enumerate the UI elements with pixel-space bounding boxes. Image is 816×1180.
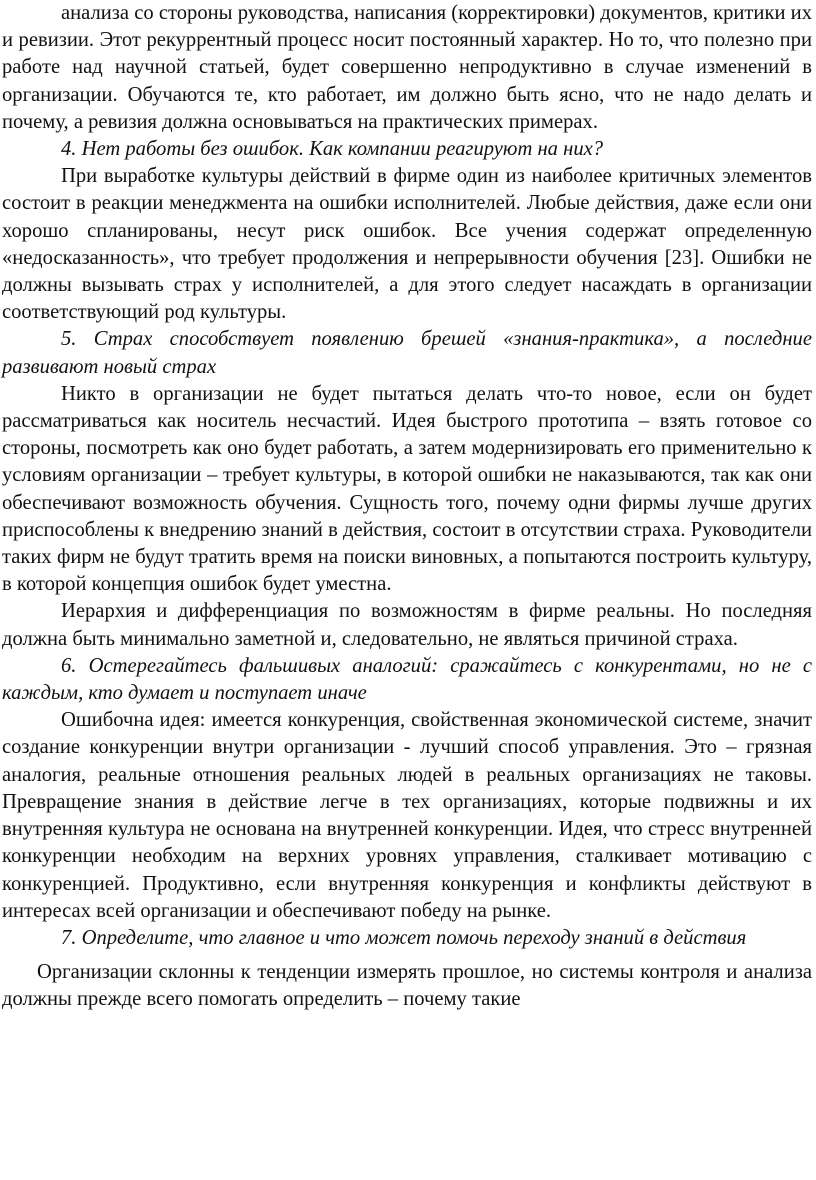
paragraph-intro: анализа со стороны руководства, написания (корректировки) документов, критики их и ревизии. Этот рекуррентный процесс носит постоянный характер. Но то, что полезно при работе над научной статьей, будет совершенно непродуктивно в случае изменений в организации. Обучаются те, кто работает, им должно быть ясно, что не надо делать и почему, а ревизия должна основываться на практических примерах. (2, 2, 812, 133)
heading-5: 5. Страх способствует появлению брешей «знания-практика», а последние развивают новый страх (2, 328, 812, 378)
paragraph-errors: При выработке культуры действий в фирме один из наиболее критичных элементов состоит в реакции менеджмента на ошибки исполнителей. Любые действия, даже если они хорошо спланированы, несут риск ошибок. Все учения содержат определенную «недосказанность», что требует продолжения и непрерывности обучения [23]. Ошибки не должны вызывать страх у исполнителей, а для этого следует насаждать в организации соответствующий род культуры. (2, 165, 812, 324)
paragraph-fear: Никто в организации не будет пытаться делать что-то новое, если он будет рассматриваться как носитель несчастий. Идея быстрого прототипа – взять готовое со стороны, посмотреть как оно будет работать, а затем модернизировать его применительно к условиям организации – требует культуры, в которой ошибки не наказываются, так как они обеспечивают возможность обучения. Сущность того, почему одни фирмы лучше других приспособлены к внедрению знаний в действия, состоит в отсутствии страха. Руководители таких фирм не будут тратить время на поиски виновных, а попытаются построить культуру, в которой концепция ошибок будет уместна. (2, 382, 812, 596)
document-page (2, 0, 812, 1014)
heading-7: 7. Определите, что главное и что может помочь переходу знаний в действия (61, 926, 747, 949)
heading-4: 4. Нет работы без ошибок. Как компании реагируют на них? (61, 138, 604, 161)
paragraph-hierarchy: Иерархия и дифференциация по возможностям в фирме реальны. Но последняя должна быть минимально заметной и, следовательно, не являться причиной страха. (2, 600, 812, 650)
heading-6: 6. Остерегайтесь фальшивых аналогий: сражайтесь с конкурентами, но не с каждым, кто думает и поступает иначе (2, 654, 812, 705)
paragraph-competition: Ошибочна идея: имеется конкуренция, свойственная экономической системе, значит создание конкуренции внутри организации - лучший способ управления. Это – грязная аналогия, реальные отношения реальных людей в реальных организациях не таковы. Превращение знания в действие легче в тех организациях, которые подвижны и их внутренняя культура не основана на внутренней конкуренции. Идея, что стресс внутренней конкуренции необходим на верхних уровнях управления, сталкивает мотивацию с конкуренцией. Продуктивно, если внутренняя конкуренция и конфликты действуют в интересах всей организации и обеспечивают победу на рынке. (2, 709, 812, 922)
paragraph-measure: Организации склонны к тенденции измерять прошлое, но системы контроля и анализа должны прежде всего помогать определить – почему такие (2, 961, 812, 1011)
